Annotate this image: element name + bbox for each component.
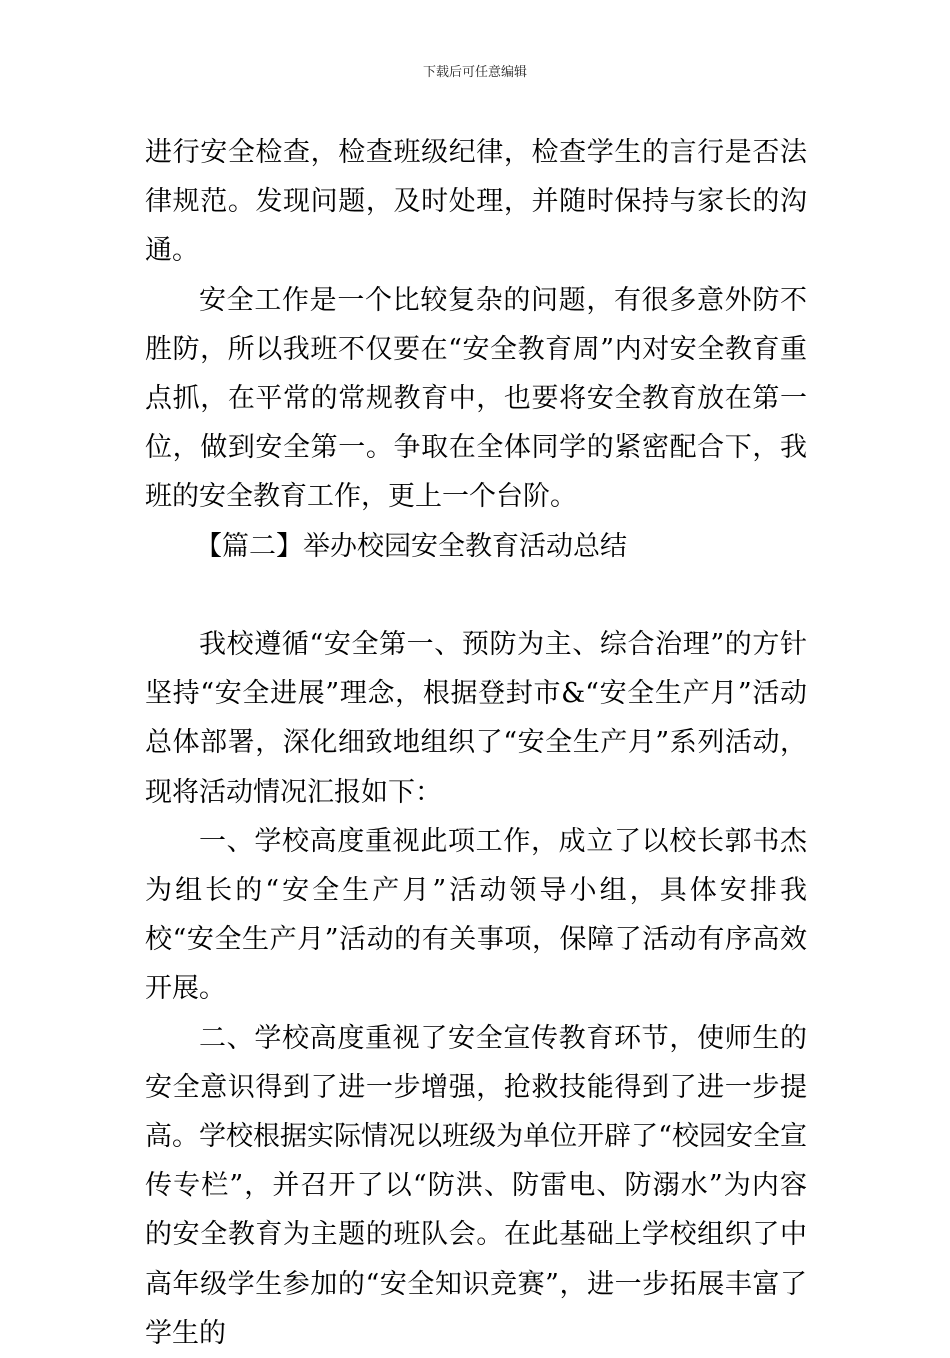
paragraph-point-two: 二、学校高度重视了安全宣传教育环节，使师生的安全意识得到了进一步增强，抢救技能得到了进一步提高。学校根据实际情况以班级为单位开辟了“校园安全宣传专栏”，并召开了以“防洪、防雷电、防溺水”为内容的安全教育为主题的班队会。在此基础上学校组织了中高年级学生参加的“安全知识竞赛”，进一步拓展丰富了学生的: [145, 1022, 807, 1349]
paragraph-point-one: 一、学校高度重视此项工作，成立了以校长郭书杰为组长的“安全生产月”活动领导小组，具体安排我校“安全生产月”活动的有关事项，保障了活动有序高效开展。: [145, 825, 807, 1005]
blank-line: [145, 571, 807, 620]
page-header-note: 下载后可任意编辑: [422, 65, 527, 80]
section-title: 【篇二】举办校园安全教育活动总结: [195, 530, 627, 562]
paragraph-safety-work: 安全工作是一个比较复杂的问题，有很多意外防不胜防，所以我班不仅要在“安全教育周”内对安全教育重点抓，在平常的常规教育中，也要将安全教育放在第一位，做到安全第一。争取在全体同学的紧密配合下，我班的安全教育工作，更上一个台阶。: [145, 284, 807, 513]
paragraph-continued: 进行安全检查，检查班级纪律，检查学生的言行是否法律规范。发现问题，及时处理，并随时保持与家长的沟通。: [145, 137, 807, 267]
document-body: [145, 128, 807, 1358]
paragraph-school-policy: 我校遵循“安全第一、预防为主、综合治理”的方针坚持“安全进展”理念，根据登封市&“安全生产月”活动总体部署，深化细致地组织了“安全生产月”系列活动，现将活动情况汇报如下：: [145, 629, 807, 808]
